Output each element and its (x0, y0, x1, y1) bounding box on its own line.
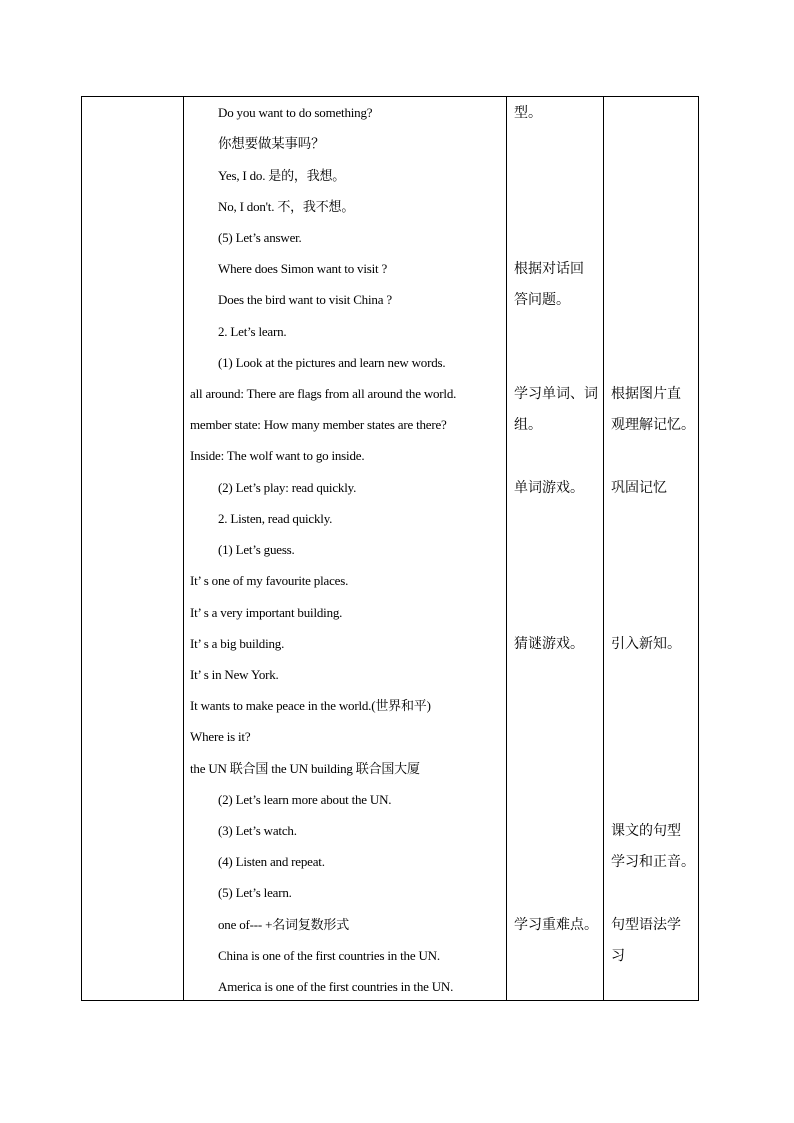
content-line: Does the bird want to visit China ? (218, 292, 392, 307)
intent-line: 课文的句型 (611, 823, 681, 839)
intent-line: 观理解记忆。 (611, 417, 695, 433)
content-line: (2) Let’s play: read quickly. (218, 480, 357, 495)
content-line: (1) Let’s guess. (218, 542, 295, 557)
activity-line: 单词游戏。 (514, 480, 584, 496)
content-line: It’ s in New York. (190, 667, 279, 682)
intent-line: 巩固记忆 (611, 480, 667, 496)
activity-line: 学习单词、词 (514, 386, 598, 402)
content-line: Where is it? (190, 729, 251, 744)
content-line: member state: How many member states are there? (190, 417, 447, 432)
content-line: It’ s a very important building. (190, 605, 343, 620)
content-line: China is one of the first countries in the UN. (218, 948, 440, 963)
content-line: 2. Let’s learn. (218, 324, 287, 339)
content-line: the UN 联合国 the UN building 联合国大厦 (190, 761, 420, 776)
content-line: Where does Simon want to visit ? (218, 261, 388, 276)
content-line: (2) Let’s learn more about the UN. (218, 792, 392, 807)
column-divider-3 (603, 97, 604, 1000)
content-line: It’ s a big building. (190, 636, 285, 651)
activity-line: 根据对话回 (514, 261, 584, 277)
activity-line: 答问题。 (514, 292, 570, 308)
intent-line: 句型语法学 (611, 917, 681, 933)
content-line: 你想要做某事吗？ (218, 136, 325, 152)
content-line: one of--- +名词复数形式 (218, 917, 350, 932)
activity-line: 组。 (514, 417, 542, 433)
content-line: 2. Listen, read quickly. (218, 511, 333, 526)
content-line: No, I don't. 不，我不想。 (218, 199, 355, 214)
column-divider-1 (183, 97, 184, 1000)
activity-line: 型。 (514, 105, 542, 121)
content-line: It’ s one of my favourite places. (190, 573, 349, 588)
intent-line: 引入新知。 (611, 636, 681, 652)
activity-line: 学习重难点。 (514, 917, 598, 933)
content-line: Inside: The wolf want to go inside. (190, 448, 365, 463)
content-line: Yes, I do. 是的，我想。 (218, 168, 346, 183)
content-line: (1) Look at the pictures and learn new words. (218, 355, 446, 370)
content-line: (3) Let’s watch. (218, 823, 297, 838)
content-line: (4) Listen and repeat. (218, 854, 325, 869)
intent-line: 根据图片直 (611, 386, 681, 402)
content-line: Do you want to do something? (218, 105, 373, 120)
content-line: America is one of the first countries in the UN. (218, 979, 454, 994)
intent-line: 习 (611, 948, 625, 964)
content-line: (5) Let’s learn. (218, 885, 292, 900)
content-line: It wants to make peace in the world.(世界和平) (190, 698, 431, 713)
activity-line: 猜谜游戏。 (514, 636, 584, 652)
intent-line: 学习和正音。 (611, 854, 695, 870)
lesson-table (81, 96, 699, 1001)
content-line: (5) Let’s answer. (218, 230, 302, 245)
column-divider-2 (506, 97, 507, 1000)
content-line: all around: There are flags from all around the world. (190, 386, 457, 401)
